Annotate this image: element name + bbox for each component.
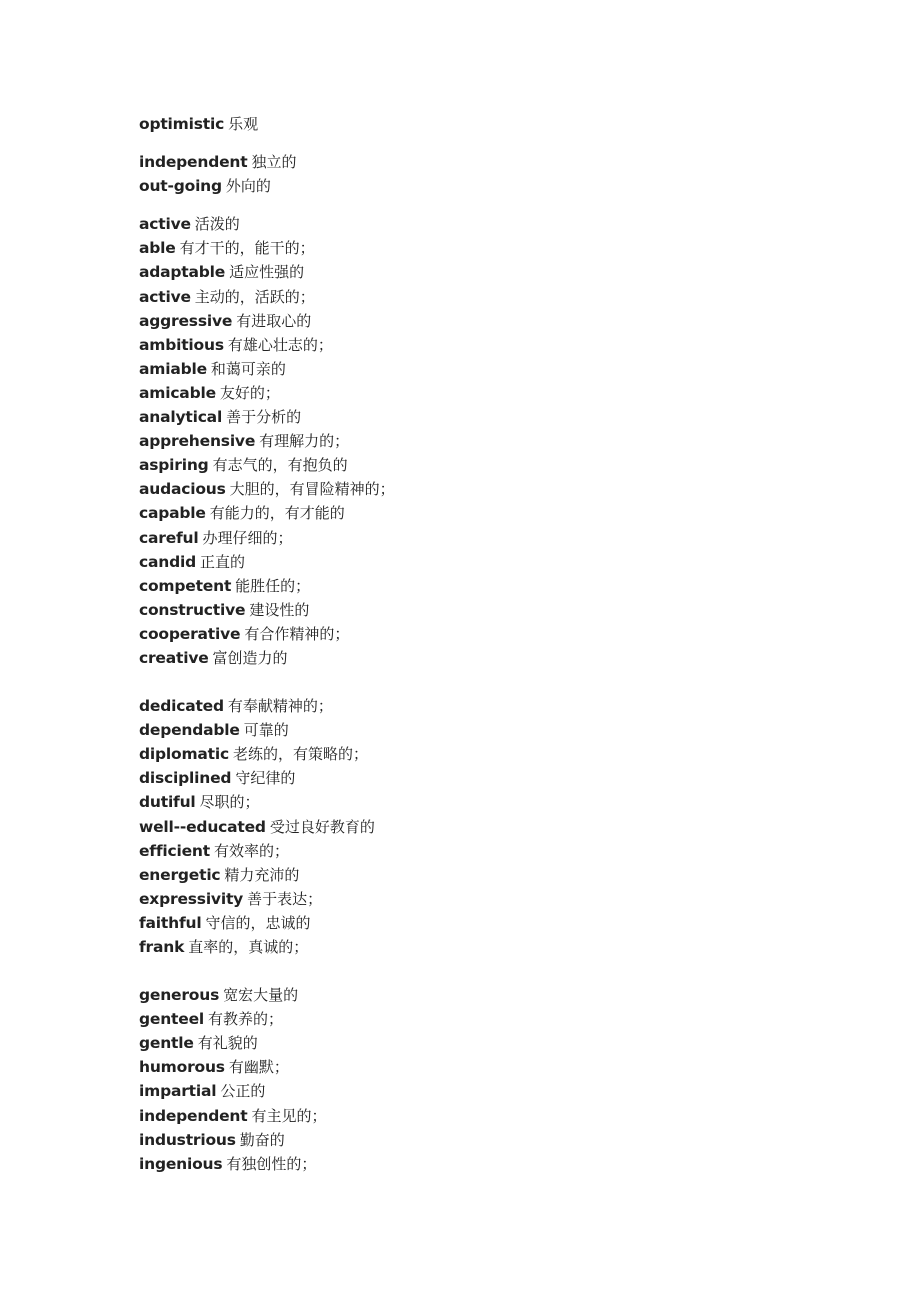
- entry-meaning: 富创造力的: [212, 648, 288, 667]
- entry-meaning: 大胆的，有冒险精神的；: [229, 480, 395, 499]
- vocab-entry: [139, 1128, 839, 1152]
- document-page: [139, 112, 839, 1176]
- vocab-entry: [139, 1152, 839, 1176]
- vocab-entry: [139, 598, 839, 622]
- entry-meaning: 和蔼可亲的: [210, 359, 286, 378]
- entry-meaning: 有奉献精神的；: [227, 697, 333, 716]
- entry-meaning: 老练的，有策略的；: [233, 745, 369, 764]
- entry-word: independent: [139, 1106, 248, 1125]
- entry-meaning: 宽宏大量的: [223, 986, 299, 1005]
- entry-word: active: [139, 215, 191, 234]
- entry-meaning: 善于表达；: [247, 889, 323, 908]
- vocab-entry: [139, 174, 839, 198]
- entry-meaning: 有雄心壮志的；: [227, 335, 333, 354]
- entry-word: audacious: [139, 480, 226, 499]
- vocab-entry: [139, 622, 839, 646]
- vocab-entry: [139, 766, 839, 790]
- entry-word: adaptable: [139, 263, 226, 282]
- entry-meaning: 守信的，忠诚的: [205, 913, 311, 932]
- entry-meaning: 尽职的；: [199, 793, 260, 812]
- entry-meaning: 正直的: [200, 552, 246, 571]
- entry-meaning: 有理解力的；: [259, 432, 350, 451]
- vocab-entry: [139, 285, 839, 309]
- vocab-entry: [139, 550, 839, 574]
- vocab-entry: [139, 333, 839, 357]
- entry-word: careful: [139, 528, 199, 547]
- vocab-entry: [139, 381, 839, 405]
- entry-word: dedicated: [139, 697, 224, 716]
- entry-word: industrious: [139, 1130, 236, 1149]
- entry-word: candid: [139, 552, 196, 571]
- entry-word: diplomatic: [139, 745, 229, 764]
- entry-meaning: 能胜任的；: [235, 576, 311, 595]
- vocab-entry: [139, 429, 839, 453]
- entry-meaning: 有礼貌的: [197, 1034, 258, 1053]
- vocab-entry: [139, 526, 839, 550]
- entry-word: apprehensive: [139, 432, 256, 451]
- entry-word: ingenious: [139, 1154, 223, 1173]
- vocab-group: [139, 694, 839, 959]
- vocab-entry: [139, 477, 839, 501]
- vocab-entry: [139, 405, 839, 429]
- vocab-group: [139, 983, 839, 1176]
- entry-meaning: 勤奋的: [239, 1130, 285, 1149]
- entry-meaning: 有合作精神的；: [244, 624, 350, 643]
- entry-meaning: 适应性强的: [229, 263, 305, 282]
- vocab-entry: [139, 887, 839, 911]
- vocab-entry: [139, 150, 839, 174]
- vocab-entry: [139, 911, 839, 935]
- vocab-entry: [139, 646, 839, 670]
- vocab-entry: [139, 574, 839, 598]
- vocab-entry: [139, 694, 839, 718]
- entry-meaning: 有主见的；: [251, 1106, 327, 1125]
- entry-word: cooperative: [139, 624, 241, 643]
- entry-word: genteel: [139, 1010, 204, 1029]
- entry-meaning: 有能力的，有才能的: [209, 504, 345, 523]
- vocab-entry: [139, 1031, 839, 1055]
- entry-meaning: 有才干的，能干的；: [179, 239, 315, 258]
- entry-meaning: 有进取心的: [236, 311, 312, 330]
- entry-meaning: 有教养的；: [208, 1010, 284, 1029]
- entry-word: aspiring: [139, 456, 209, 475]
- vocab-entry: [139, 309, 839, 333]
- entry-word: ambitious: [139, 335, 224, 354]
- vocab-entry: [139, 501, 839, 525]
- entry-meaning: 可靠的: [243, 721, 289, 740]
- vocab-entry: [139, 1007, 839, 1031]
- entry-meaning: 有效率的；: [213, 841, 289, 860]
- entry-word: amiable: [139, 359, 207, 378]
- vocab-entry: [139, 815, 839, 839]
- entry-meaning: 外向的: [225, 177, 271, 196]
- vocab-entry: [139, 357, 839, 381]
- entry-meaning: 活泼的: [194, 215, 240, 234]
- entry-meaning: 精力充沛的: [224, 865, 300, 884]
- vocab-group: [139, 150, 839, 198]
- vocab-entry: [139, 236, 839, 260]
- entry-word: impartial: [139, 1082, 217, 1101]
- vocab-entry: [139, 790, 839, 814]
- entry-word: active: [139, 287, 191, 306]
- vocab-entry: [139, 839, 839, 863]
- entry-meaning: 乐观: [228, 115, 259, 133]
- entry-word: independent: [139, 153, 248, 172]
- entry-word: constructive: [139, 600, 246, 619]
- entry-word: aggressive: [139, 311, 233, 330]
- entry-word: optimistic: [139, 115, 225, 133]
- entry-word: dependable: [139, 721, 240, 740]
- entry-meaning: 主动的，活跃的；: [194, 287, 315, 306]
- entry-word: faithful: [139, 913, 202, 932]
- entry-word: out-going: [139, 177, 222, 196]
- vocab-entry: [139, 983, 839, 1007]
- vocab-entry: [139, 260, 839, 284]
- entry-meaning: 善于分析的: [226, 408, 302, 427]
- entry-meaning: 有幽默；: [228, 1058, 289, 1077]
- entry-meaning: 独立的: [251, 153, 297, 172]
- entry-meaning: 建设性的: [249, 600, 310, 619]
- entry-meaning: 受过良好教育的: [269, 817, 375, 836]
- vocab-entry: [139, 718, 839, 742]
- vocab-entry: [139, 112, 839, 136]
- vocab-entry: [139, 863, 839, 887]
- vocab-entry: [139, 1079, 839, 1103]
- entry-word: expressivity: [139, 889, 244, 908]
- entry-word: efficient: [139, 841, 210, 860]
- vocab-entry: [139, 453, 839, 477]
- entry-meaning: 有独创性的；: [226, 1154, 317, 1173]
- vocab-group: [139, 112, 839, 136]
- entry-word: energetic: [139, 865, 221, 884]
- entry-meaning: 有志气的，有抱负的: [212, 456, 348, 475]
- entry-word: dutiful: [139, 793, 196, 812]
- entry-meaning: 守纪律的: [235, 769, 296, 788]
- vocab-entry: [139, 212, 839, 236]
- entry-word: competent: [139, 576, 232, 595]
- entry-word: gentle: [139, 1034, 194, 1053]
- entry-word: humorous: [139, 1058, 225, 1077]
- entry-meaning: 友好的；: [219, 383, 280, 402]
- entry-word: creative: [139, 648, 209, 667]
- vocab-group: [139, 212, 839, 670]
- entry-meaning: 公正的: [220, 1082, 266, 1101]
- vocab-entry: [139, 935, 839, 959]
- vocab-entry: [139, 742, 839, 766]
- entry-meaning: 直率的，真诚的；: [188, 938, 309, 956]
- entry-word: disciplined: [139, 769, 232, 788]
- entry-word: able: [139, 239, 176, 258]
- entry-word: well--educated: [139, 817, 266, 836]
- entry-word: generous: [139, 986, 220, 1005]
- entry-word: amicable: [139, 383, 216, 402]
- entry-word: capable: [139, 504, 206, 523]
- entry-word: frank: [139, 938, 185, 956]
- vocab-entry: [139, 1055, 839, 1079]
- entry-meaning: 办理仔细的；: [202, 528, 293, 547]
- entry-word: analytical: [139, 408, 223, 427]
- vocab-entry: [139, 1104, 839, 1128]
